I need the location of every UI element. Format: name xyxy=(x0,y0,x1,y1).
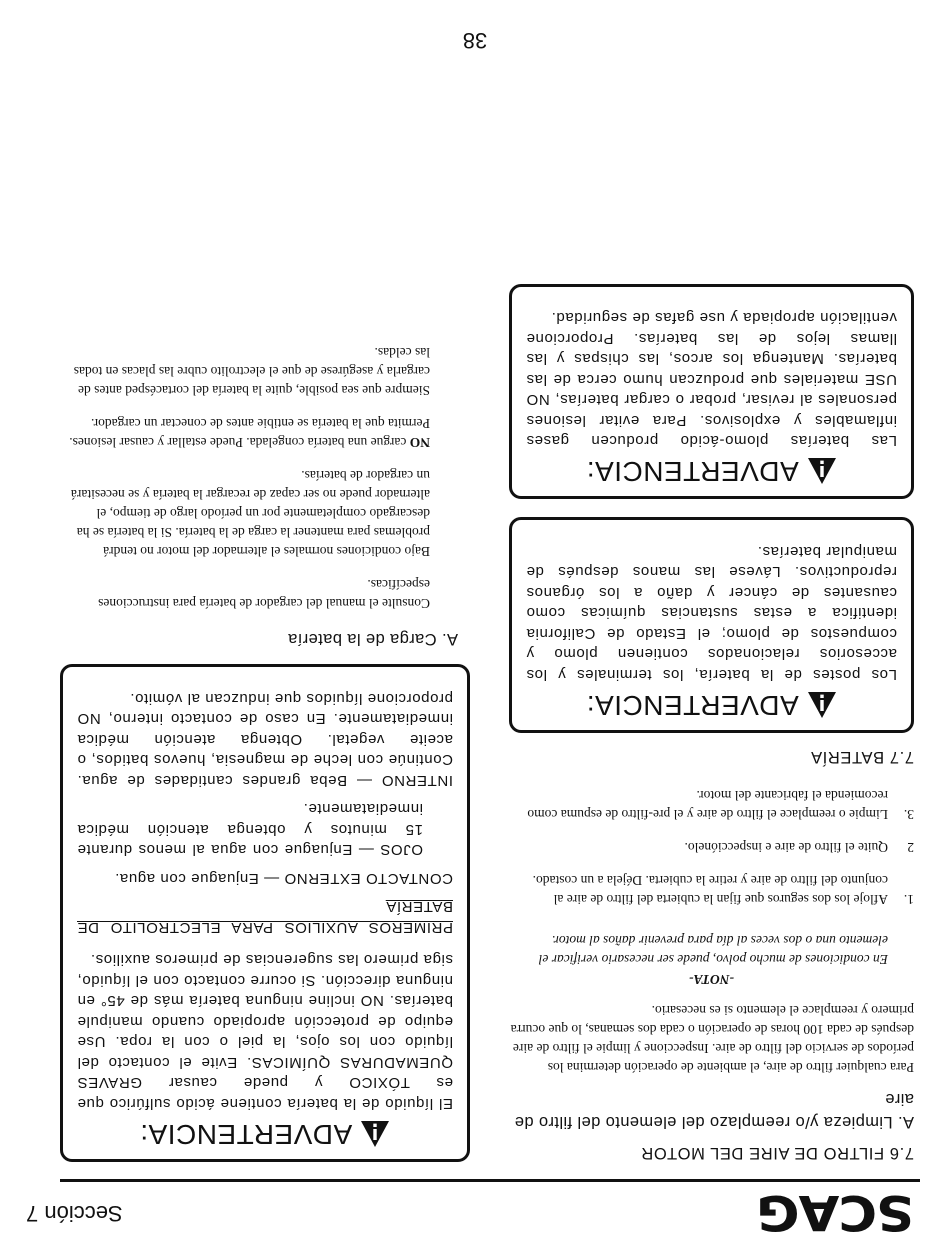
warning-body xyxy=(526,307,897,451)
warning-text: Los postes de la batería, los terminales y los accesorios relacionados contienen plomo y compuestos de plomo; el Estado de California identifica a estas sustancias químicas como causantes de cáncer y daño a los órganos reproductivos. Lávese las manos después de manipular baterías. xyxy=(526,543,897,683)
step-text: Limpie o reemplace el filtro de aire y el pre-filtro de espuma como recomienda el fabricante del motor. xyxy=(527,788,888,822)
header-rule xyxy=(60,1179,920,1182)
warning-text: Las baterías plomo-ácido producen gases inflamables y explosivos. Para evitar lesiones personales al revisar, probar o cargar baterías, NO USE materiales que produzcan humo cerca de las baterías. Mantenga los arcos, las chispas y las llamas lejos de las baterías. Proporcione ventilación apropiada y use gafas de seguridad. xyxy=(526,309,897,450)
warning-title: ADVERTENCIA: xyxy=(586,456,799,488)
step-text: Afloje los dos seguros que fijan la cubierta del filtro de aire al conjunto del filtro de aire y retire la cubierta. Déjela a un costado. xyxy=(532,873,888,907)
warning-body xyxy=(77,688,453,1114)
first-aid-eyes: OJOS — Enjuague con agua al menos durante 15 minutos y obtenga atención médica inmediatamente. xyxy=(77,800,423,859)
step-item xyxy=(509,838,914,857)
step-number: 1. xyxy=(903,892,914,907)
consult-paragraph: Consulte el manual del cargador de batería para instrucciones específicas. xyxy=(98,577,430,612)
page-number: 38 xyxy=(462,28,488,53)
note-title: -NOTA- xyxy=(689,972,734,987)
warning-triangle-icon xyxy=(807,691,837,719)
frozen-battery-paragraph: NO cargue una batería congelada. Puede estallar y causar lesiones. Permita que la batería se entibie antes de conectar un cargador. xyxy=(69,416,430,451)
step-number: 2 xyxy=(907,840,914,855)
warning-triangle-icon xyxy=(807,458,837,486)
step-text: Quite el filtro de aire e inspecciónelo. xyxy=(684,840,888,855)
intro-paragraph: Para cualquier filtro de aire, el ambiente de operación determina los períodos de servicio del filtro de aire. Inspeccione y limpie el filtro de aire después de cada 100 horas de operación o cada dos semanas, lo que ocurra primero y reemplace el elemento si es necesario. xyxy=(510,1003,914,1075)
subsection-a-heading: A. Limpieza y/o reemplazo del elemento del filtro de aire xyxy=(514,1090,914,1131)
warning-triangle-icon xyxy=(360,1120,390,1148)
warning-box-acid xyxy=(60,665,470,1163)
section-7-6-heading: 7.6 FILTRO DE AIRE DEL MOTOR xyxy=(640,1144,914,1162)
first-aid-title: PRIMEROS AUXILIOS PARA ELECTROLITO DE BATERÍA xyxy=(77,898,453,936)
section-label: Sección 7 xyxy=(26,1201,123,1226)
warning-title: ADVERTENCIA: xyxy=(586,690,799,721)
warning-header xyxy=(77,1117,453,1151)
subsection-a-charging-heading: A. Carga de la batería xyxy=(287,630,458,649)
warning-header xyxy=(526,455,897,489)
warning-title: ADVERTENCIA: xyxy=(139,1119,353,1150)
step-number: 3. xyxy=(903,807,914,822)
section-7-7-heading: 7.7 BATERÍA xyxy=(810,748,914,766)
step-item xyxy=(509,871,914,909)
scag-logo: SCAG xyxy=(757,1184,914,1240)
first-aid-internal: INTERNO — Beba grandes cantidades de agua. Continúe con leche de magnesia, huevos batidos, o aceite vegetal. Obtenga atención médica inmediatamente. En caso de contacto interno, NO proporcione líquidos que induzcan al vómito. xyxy=(77,690,453,789)
first-aid-external: CONTACTO EXTERNO — Enjuague con agua. xyxy=(114,870,453,887)
note-body: En condiciones de mucho polvo, puede ser necesario verificar el elemento una o dos veces al día para prevenir daños al motor. xyxy=(538,933,888,967)
right-column xyxy=(60,330,470,1163)
warning-header xyxy=(526,688,897,722)
warning-box-gases xyxy=(509,284,914,500)
remove-battery-paragraph: Siempre que sea posible, quite la batería del cortacésped antes de cargarla y asegúrese de que el electrolito cubre las placas en todas las celdas. xyxy=(73,345,430,399)
alternator-paragraph: Bajo condiciones normales el alternador del motor no tendrá problemas para mantener la carga de la batería. Si la batería se ha descargado completamente por un período largo de tiempo, el alternador puede no ser capaz de recargar la batería y se necesitará un cargador de baterías. xyxy=(70,468,430,560)
step-item xyxy=(509,786,914,824)
warning-body xyxy=(526,541,897,685)
warning-box-lead xyxy=(509,518,914,734)
air-filter-steps xyxy=(509,786,914,909)
warning-text: El líquido de la batería contiene ácido sulfúrico que es TÓXICO y puede causar GRAVES QUEMADURAS QUÍMICAS. Evite el contacto del líquido con los ojos, la piel o con la ropa. Use equipo de protección apropiado cuando manipule baterías. NO incline ninguna batería más de 45° en ninguna dirección. Si ocurre contacto con el líquido, siga primero las sugerencias de primeros auxilios. xyxy=(77,951,453,1112)
left-column xyxy=(509,266,914,1162)
